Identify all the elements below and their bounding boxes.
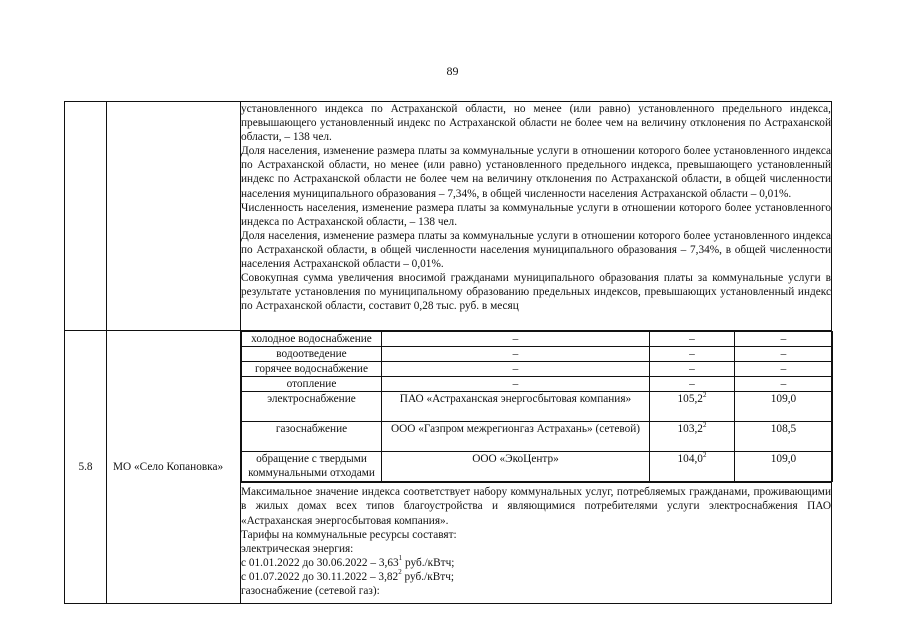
paragraph: Максимальное значение индекса соответствует набору коммунальных услуг, потребляемых гражданами, проживающими в жилых домах всех типов благоустройства и являющимися потребителями услуги электроснабжения ПАО «Астраханская энергосбытовая компания».: [241, 486, 831, 527]
electricity-title: электрическая энергия:: [241, 542, 354, 555]
index-value: –: [650, 347, 735, 362]
section-number: 5.8: [65, 331, 107, 604]
tariff-line: с 01.01.2022 до 30.06.2022 – 3,63$^1$ руб./кВтч;: [241, 554, 455, 569]
table-row: [242, 422, 833, 452]
section-row: [65, 331, 832, 483]
services-cell: [241, 331, 832, 483]
provider-name: –: [382, 377, 650, 392]
paragraph: Совокупная сумма увеличения вносимой гражданами муниципального образования платы за коммунальные услуги в результате установления по муниципальному образованию предельных индексов, превышающих установленный индекс по Астраханской области, составит 0,28 тыс. руб. в месяц: [241, 272, 831, 313]
limit-value: –: [735, 347, 833, 362]
notes-text: [241, 483, 832, 604]
service-name: обращение с твердыми коммунальными отходами: [242, 452, 382, 482]
table-row: [242, 362, 833, 377]
paragraph: Численность населения, изменение размера платы за коммунальные услуги в отношении которого более установленного индекса по Астраханской области, – 138 чел.: [241, 201, 831, 228]
provider-name: –: [382, 362, 650, 377]
table-row: [242, 392, 833, 422]
index-value: –: [650, 332, 735, 347]
tariff-table: [64, 101, 832, 604]
tariff-line: с 01.07.2022 до 30.11.2022 – 3,82$^2$ руб./кВтч;: [241, 568, 455, 583]
gas-title: газоснабжение (сетевой газ):: [241, 585, 380, 598]
service-name: электроснабжение: [242, 392, 382, 422]
service-name: газоснабжение: [242, 422, 382, 452]
paragraph: Доля населения, изменение размера платы за коммунальные услуги в отношении которого более установленного индекса по Астраханской области, в общей численности населения муниципального образования – 7,34%, в общей численности населения Астраханской области – 0,01%.: [241, 229, 831, 271]
limit-value: –: [735, 332, 833, 347]
limit-value: 109,0: [735, 452, 833, 482]
limit-value: –: [735, 377, 833, 392]
table-row: [242, 347, 833, 362]
limit-value: 109,0: [735, 392, 833, 422]
tariffs-title: Тарифы на коммунальные ресурсы составят:: [241, 528, 457, 541]
table-row: [242, 377, 833, 392]
mo-name: МО «Село Копановка»: [107, 331, 241, 604]
provider-name: ПАО «Астраханская энергосбытовая компания»: [382, 392, 650, 422]
table-row: [242, 332, 833, 347]
page-number: 89: [446, 64, 459, 78]
service-name: горячее водоснабжение: [242, 362, 382, 377]
service-name: водоотведение: [242, 347, 382, 362]
table-row: [242, 452, 833, 482]
index-value: 104,0$^2$: [650, 452, 735, 482]
service-name: отопление: [242, 377, 382, 392]
continuation-text: [241, 102, 832, 331]
provider-name: –: [382, 347, 650, 362]
paragraph: установленного индекса по Астраханской области, но менее (или равно) установленного предельного индекса, превышающего установленный индекс по Астраханской области не более чем на величину отклонения по Астраханской области, – 138 чел.: [241, 103, 831, 144]
index-value: –: [650, 377, 735, 392]
services-table: [241, 331, 833, 482]
index-value: 105,2$^2$: [650, 392, 735, 422]
service-name: холодное водоснабжение: [242, 332, 382, 347]
limit-value: 108,5: [735, 422, 833, 452]
provider-name: ООО «Газпром межрегионгаз Астрахань» (сетевой): [382, 422, 650, 452]
provider-name: ООО «ЭкоЦентр»: [382, 452, 650, 482]
index-value: 103,2$^2$: [650, 422, 735, 452]
continuation-row: [65, 102, 832, 331]
limit-value: –: [735, 362, 833, 377]
number-cell-empty: [65, 102, 107, 331]
paragraph: Доля населения, изменение размера платы за коммунальные услуги в отношении которого более установленного индекса по Астраханской области, но менее (или равно) установленного предельного индекса, превышающего установленный индекс по Астраханской области не более чем на величину отклонения по Астраханской области, в общей численности населения муниципального образования – 7,34%, в общей численности населения Астраханской области – 0,01%.: [241, 145, 831, 200]
index-value: –: [650, 362, 735, 377]
provider-name: –: [382, 332, 650, 347]
mo-cell-empty: [107, 102, 241, 331]
